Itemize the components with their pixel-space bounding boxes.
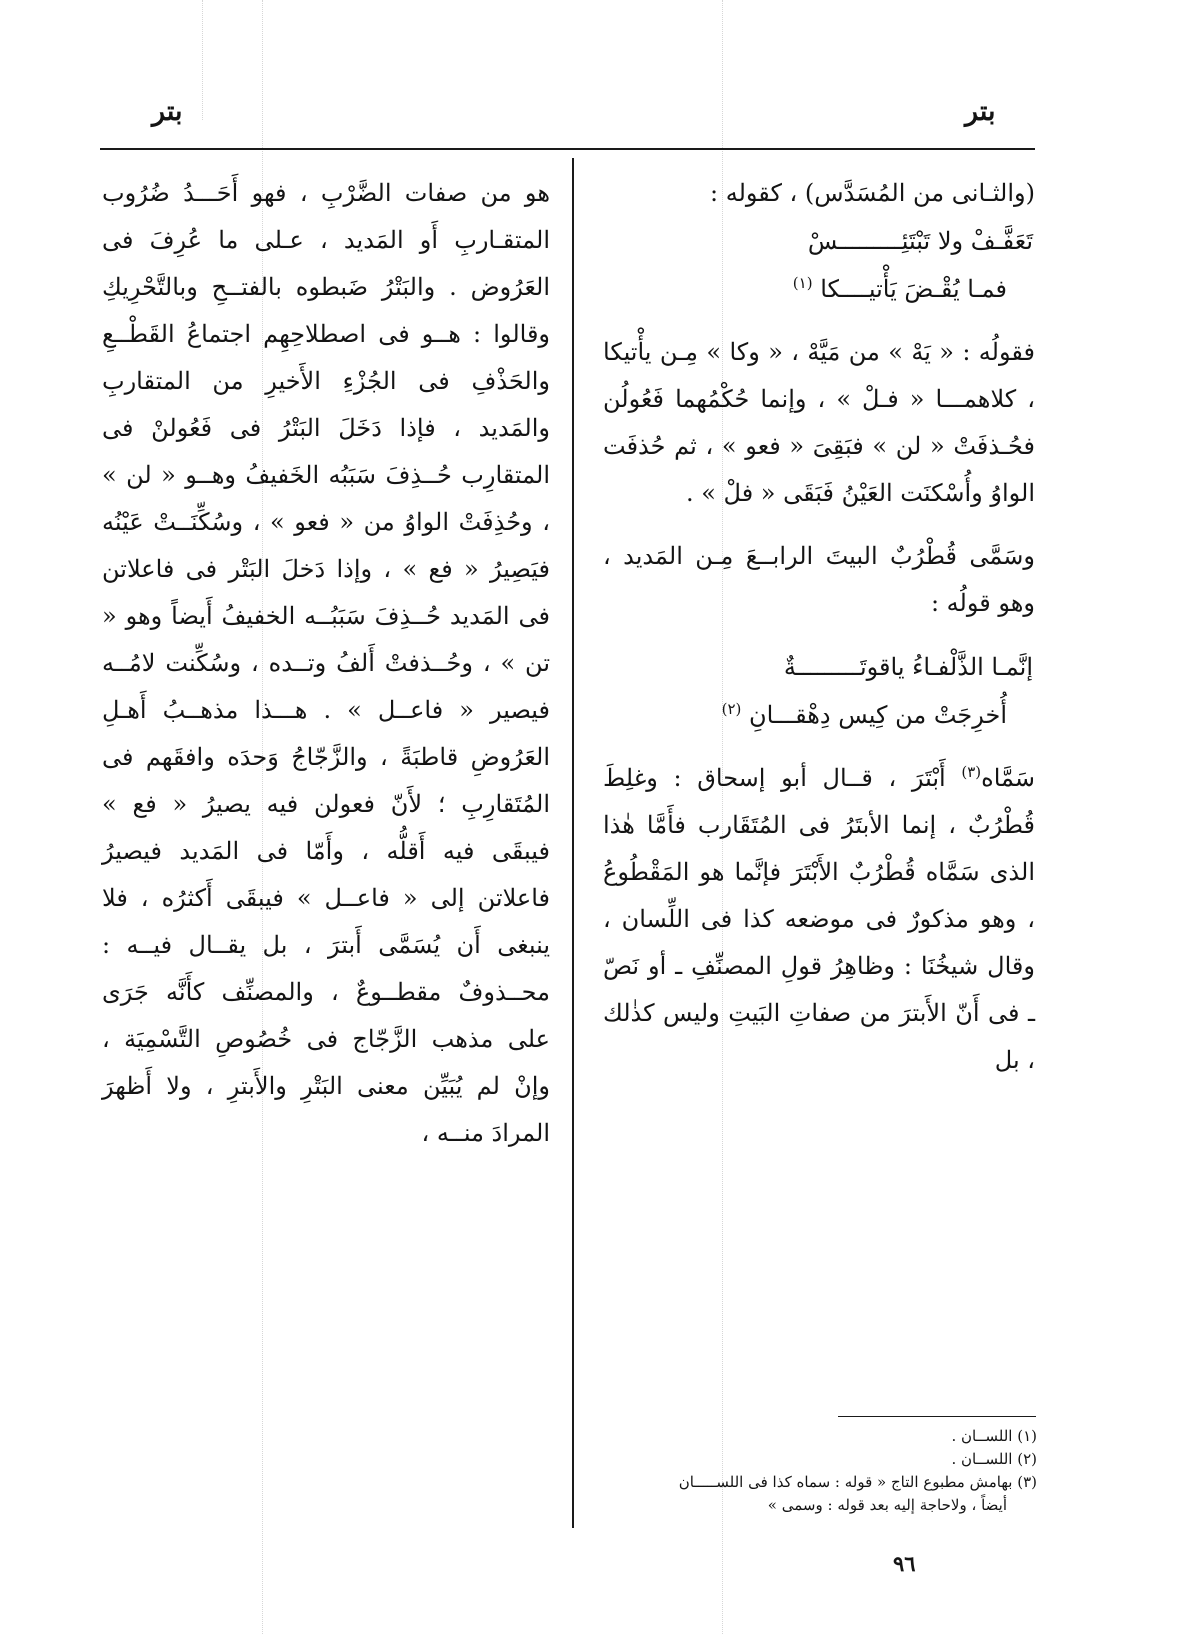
verse-block-1 xyxy=(603,217,1035,313)
footnote xyxy=(603,1471,1037,1494)
footnotes xyxy=(603,1425,1037,1517)
right-column xyxy=(603,170,1035,1084)
footnote-text: اللســان . xyxy=(951,1450,1013,1468)
footnote-text: اللســان . xyxy=(951,1427,1013,1445)
page-number: ٩٦ xyxy=(893,1551,916,1576)
footnote-continuation: أيضاً ، ولاحاجة إليه بعد قوله : وسمى » xyxy=(767,1496,1007,1514)
footnote-number: (١) xyxy=(1017,1427,1037,1445)
running-head-left: بتر xyxy=(152,96,183,127)
footnote xyxy=(603,1448,1037,1471)
footnote-rule xyxy=(838,1416,1036,1417)
footnote xyxy=(603,1425,1037,1448)
paragraph xyxy=(603,755,1035,1084)
header-rule xyxy=(100,148,1035,150)
column-divider xyxy=(572,158,574,1528)
paragraph: فقولُه : « يَهْ » من مَيَّهْ ، « وكا » مِـن يأْتيكا ، كلاهمـــا « فـلْ » ، وإنما حُكْمُهما فَعُولُن فحُـذفَتْ « لن » فبَقِىَ « فعو » ، ثم حُذفَت الواوُ وأُسْكنَت العَيْنُ فَبَقَى « فلْ » . xyxy=(603,338,1035,507)
verse-line xyxy=(603,265,1035,313)
footnote-text: بهامش مطبوع التاج « قوله : سماه كذا فى اللســـــان xyxy=(678,1473,1013,1491)
verse-text: أُخرِجَتْ من كِيس دِهْقـــانِ xyxy=(749,701,1007,729)
verse-text: فمـا يُقْـضَ يَأْتيــــكا xyxy=(820,275,1007,303)
verse-line xyxy=(603,691,1035,739)
footnote-number: (٢) xyxy=(1017,1450,1037,1468)
verse-line: إنَّمـا الذَّلْفـاءُ ياقوتَـــــــــةٌ xyxy=(783,653,1033,681)
verse-block-2 xyxy=(603,643,1035,739)
running-head-right: بتر xyxy=(965,96,996,127)
footnote-ref: (٢) xyxy=(721,700,742,718)
intro-line: (والثـانى من المُسَدَّس) ، كقوله : xyxy=(710,179,1035,207)
paragraph: وسَمَّى قُطْرُبٌ البيتَ الرابــعَ مِـن المَديد ، وهو قولُه : xyxy=(603,542,1035,617)
footnote-ref: (١) xyxy=(792,274,813,292)
footnote-number: (٣) xyxy=(1017,1473,1037,1491)
paragraph-text: سَمَّاه xyxy=(981,764,1035,792)
paragraph-text: أَبْتَرَ ، قــال أبو إسحاق : وغلِطَ قُطْرُبٌ ، إنما الأبتَرُ فى المُتَقَارب فأَمَّا هٰذا الذى سَمَّاه قُطْرُبٌ الأَبْتَرَ فإنَّما هو المَقْطُوعُ ، وهو مذكورٌ فى موضعه كذا فى اللِّسان ، وقال شيخُنَا : وظاهِرُ قولِ المصنِّفِ ـ أو نَصّ ـ فى أَنّ الأَبترَ من صفاتِ البَيتِ وليس كذٰلك ، بل xyxy=(603,764,1035,1074)
left-column xyxy=(102,170,550,1157)
paragraph: هو من صفات الضَّرْبِ ، فهو أَحَـــدُ ضُرُوب المتقـاربِ أَو المَديد ، عـلى ما عُرِفَ فى العَرُوض . والبَتْرُ ضَبطوه بالفتــحِ وبالتَّحْرِيكِ وقالوا : هــو فى اصطلاحِهِم اجتماعُ القَطْــعِ والحَذْفِ فى الجُزْءِ الأَخيرِ من المتقاربِ والمَديد ، فإذا دَخَلَ البَتْرُ فى فَعُولنْ فى المتقارِب حُــذِفَ سَبَبُه الخَفيفُ وهــو « لن » ، وحُذِفَتْ الواوُ من « فعو » ، وسُكِّنَــتْ عَيْنُه فيَصِيرُ « فع » ، وإذا دَخلَ البَتْر فى فاعلاتن فى المَديد حُــذِفَ سَبَبُــه الخفيفُ أَيضاً وهو « تن » ، وحُــذفتْ أَلفُ وتــده ، وسُكِّنت لامُــه فيصير « فاعــل » . هـــذا مذهــبُ أَهـلِ العَرُوضِ قاطبَةً ، والزَّجّاجُ وَحدَه وافقَهم فى المُتَقارِبِ ؛ لأَنّ فعولن فيه يصيرُ « فع » فيبقَى فيه أَقلُّه ، وأَمّا فى المَديد فيصيرُ فاعلاتن إلى « فاعــل » فيبقَى أَكثرُه ، فلا ينبغى أَن يُسَمَّى أَبترَ ، بل يقــال فيــه : محــذوفٌ مقطــوعٌ ، والمصنِّف كأَنَّه جَرَى على مذهب الزَّجّاج فى خُصُوصِ التَّسْمِيَة ، وإنْ لم يُبَيِّن معنى البَتْرِ والأَبترِ ، ولا أَظهرَ المرادَ منــه ، xyxy=(102,179,550,1147)
footnote-ref: (٣) xyxy=(961,763,982,781)
verse-line: تَعَفَّـفْ ولا تَبْتَئِـــــــــسْ xyxy=(807,227,1033,255)
page-fold-line xyxy=(202,0,203,120)
